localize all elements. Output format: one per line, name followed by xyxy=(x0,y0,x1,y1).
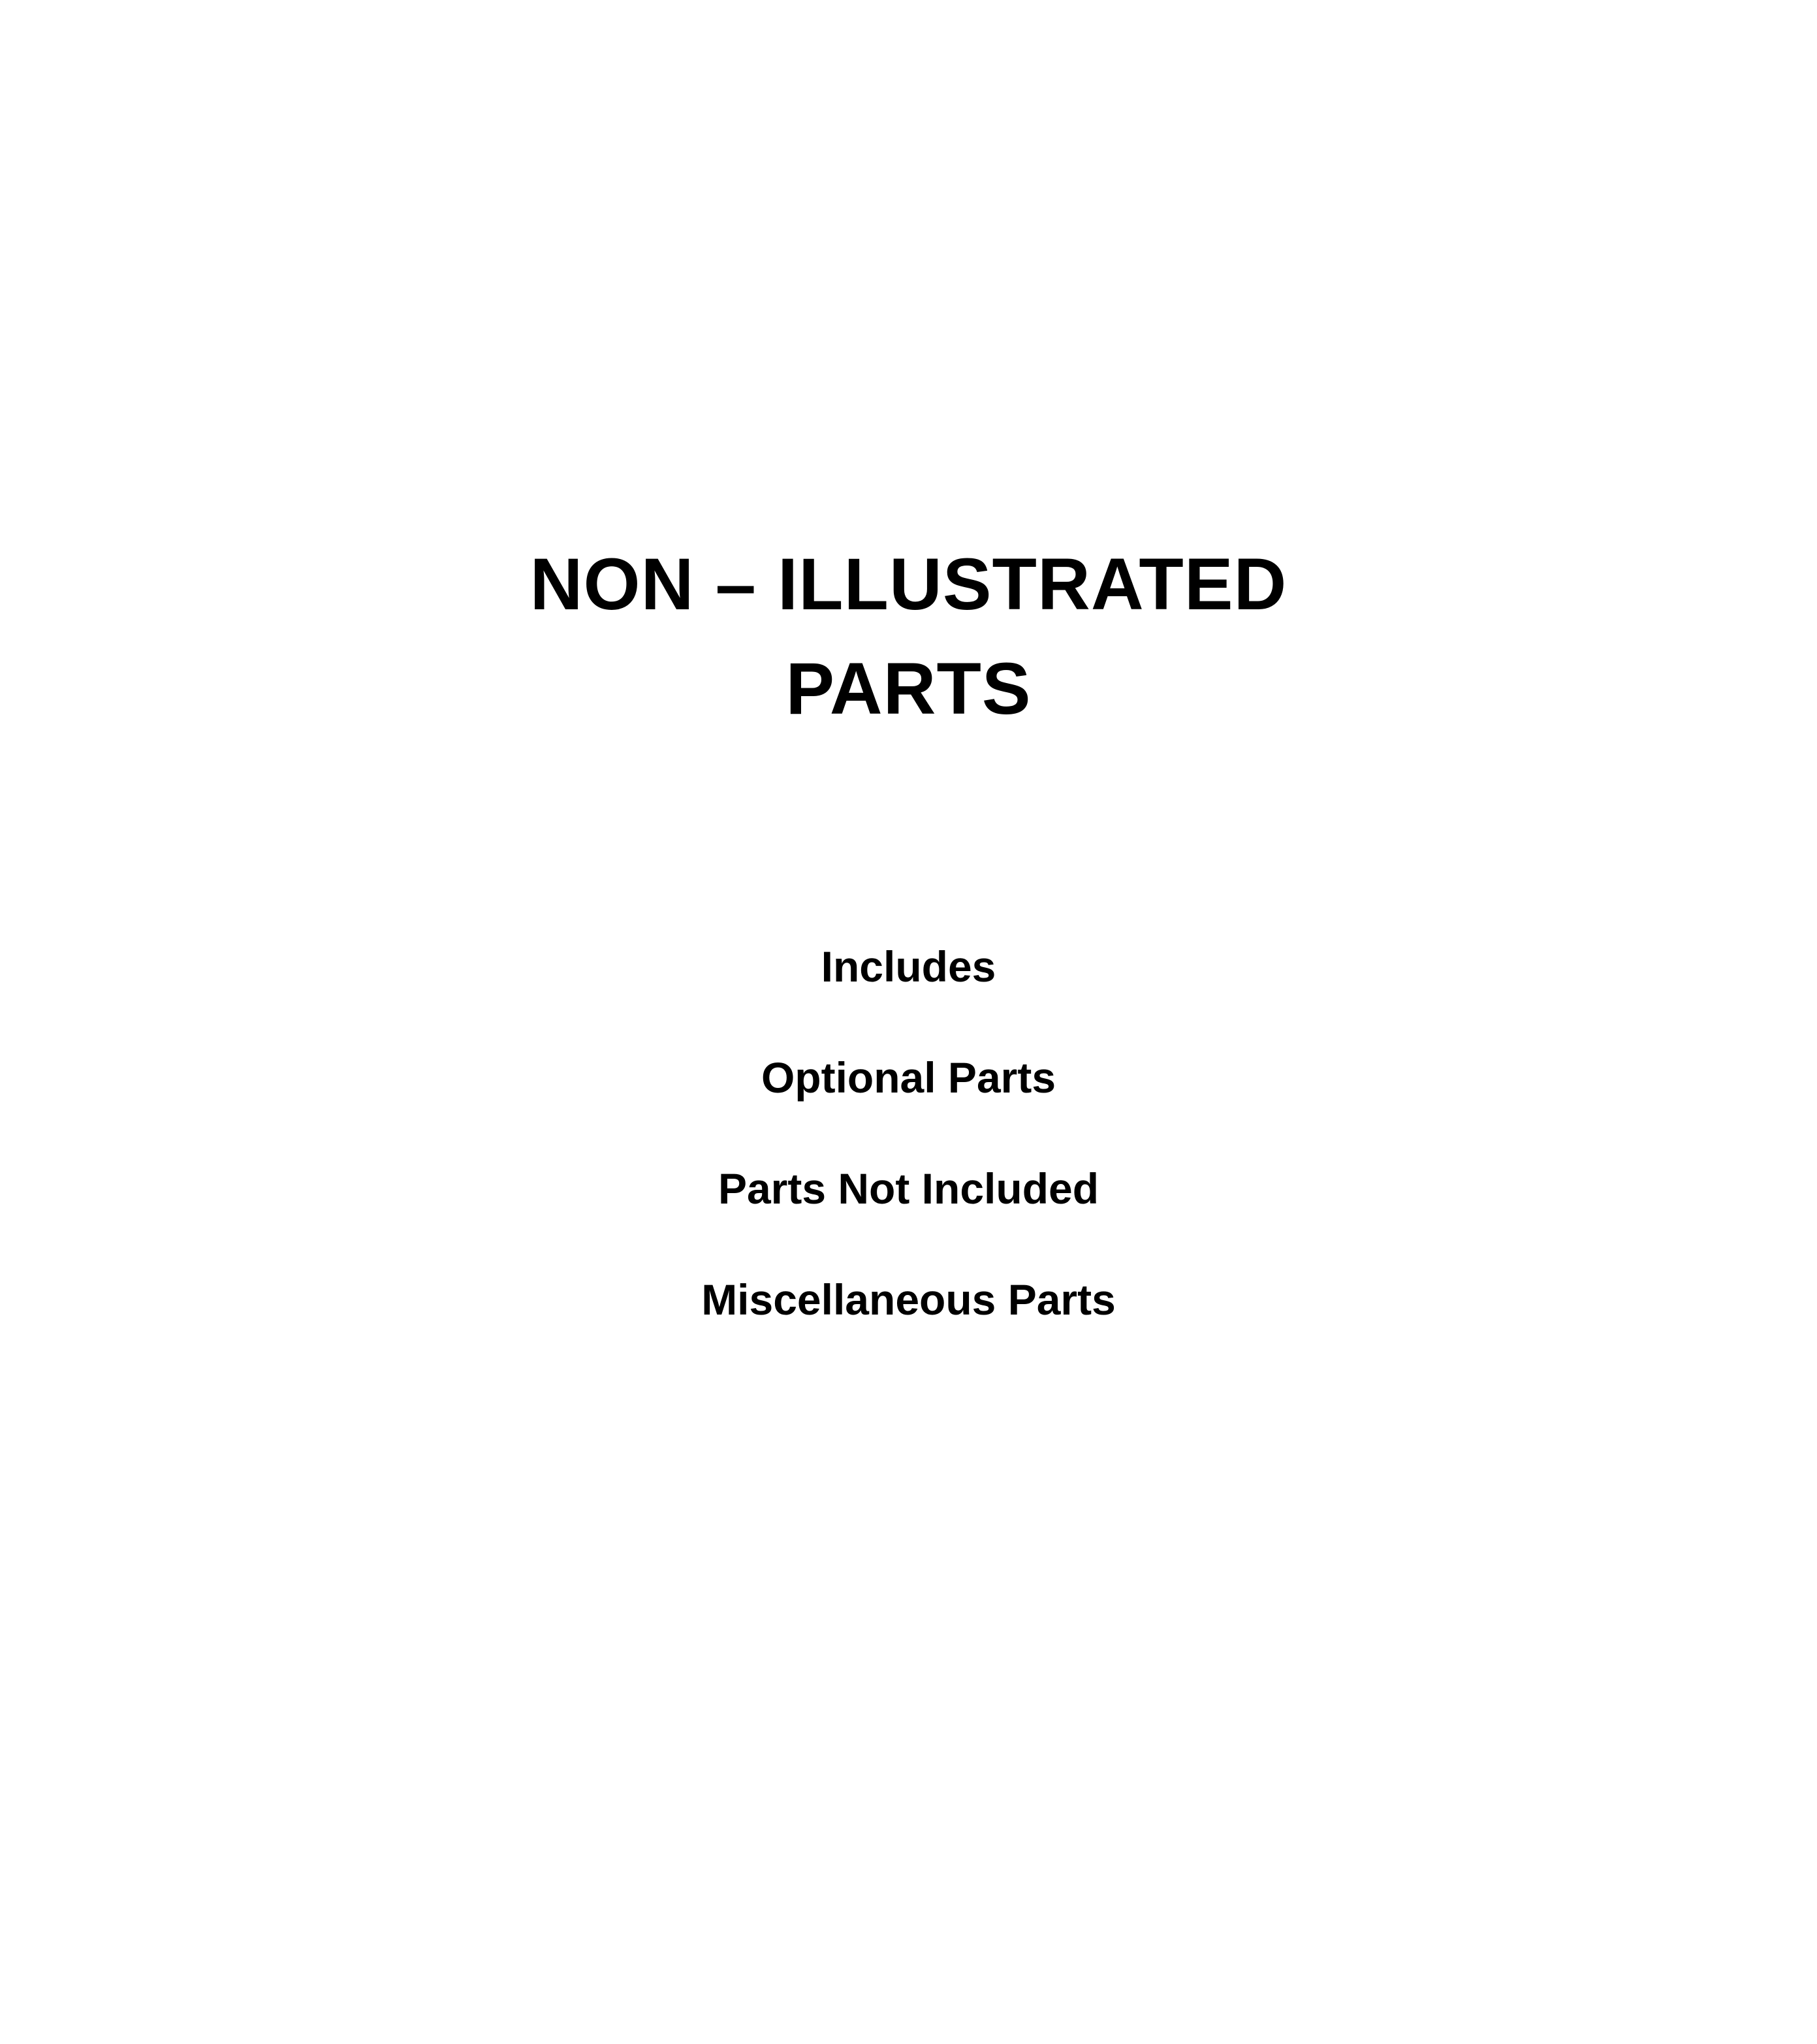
page-title xyxy=(0,532,1817,741)
list-item-parts-not-included: Parts Not Included xyxy=(718,1164,1099,1213)
list-item-miscellaneous-parts: Miscellaneous Parts xyxy=(701,1275,1116,1324)
list-item-optional-parts: Optional Parts xyxy=(761,1053,1056,1102)
page-title-line-1: NON – ILLUSTRATED xyxy=(529,543,1288,625)
includes-list xyxy=(0,911,1817,1355)
page-title-line-2: PARTS xyxy=(785,648,1032,729)
includes-label: Includes xyxy=(821,942,996,991)
